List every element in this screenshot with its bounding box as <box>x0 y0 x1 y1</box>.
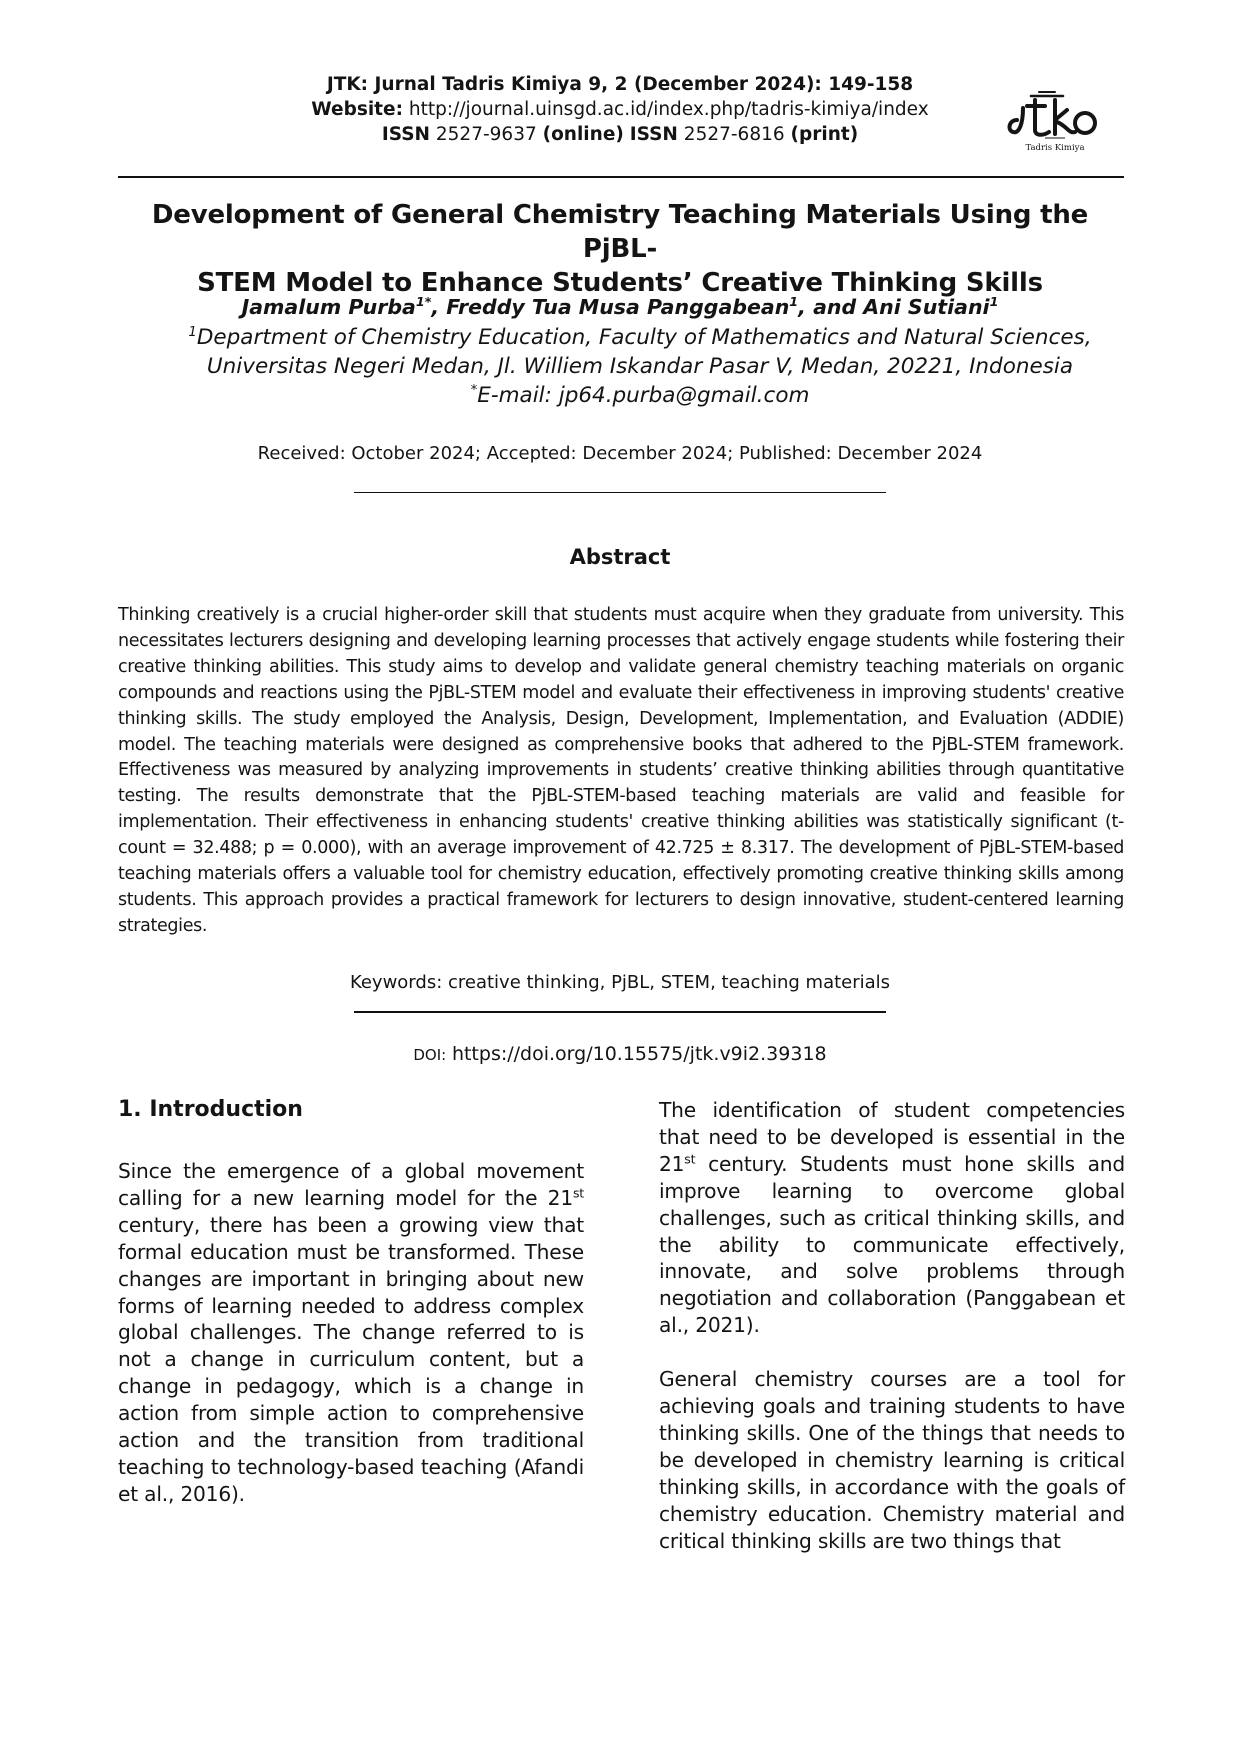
issn-print: 2527-6816 <box>683 124 785 145</box>
author-name: Jamalum Purba <box>241 295 416 319</box>
abstract-text: Thinking creatively is a crucial higher-order skill that students must acquire when they graduate from university. This necessitates lecturers designing and developing learning processes that actively engage students while fostering their creative thinking abilities. This study aims to develop and validate general chemistry teaching materials on organic compounds and reactions using the PjBL-STEM model and evaluate their effectiveness in improving students' creative thinking skills. The study employed the Analysis, Design, Development, Implementation, and Evaluation (ADDIE) model. The teaching materials were designed as comprehensive books that adhered to the PjBL-STEM framework. Effectiveness was measured by analyzing improvements in students’ creative thinking abilities through quantitative testing. The results demonstrate that the PjBL-STEM-based teaching materials are valid and feasible for implementation. Their effectiveness in enhancing students' creative thinking abilities was statistically significant (t-count = 32.488; p = 0.000), with an average improvement of 42.725 ± 8.317. The development of PjBL-STEM-based teaching materials offers a valuable tool for chemistry education, effectively promoting creative thinking skills among students. This approach provides a practical framework for lecturers to design innovative, student-centered learning strategies. <box>118 605 1124 936</box>
doi <box>120 1043 1120 1065</box>
affiliation <box>150 323 1130 410</box>
author-email[interactable]: E-mail: jp64.purba@gmail.com <box>477 383 810 408</box>
article-title <box>115 198 1125 300</box>
paragraph: Since the emergence of a global movement calling for a new learning model for the 21st century, there has been a growing view that formal education must be transformed. These changes are important in bringing about new forms of learning needed to address complex global challenges. The change referred to is not a change in curriculum content, but a change in pedagogy, which is a change in action from simple action to comprehensive action and the transition from traditional teaching to technology-based teaching (Afandi et al., 2016). <box>118 1159 584 1506</box>
keywords: Keywords: creative thinking, PjBL, STEM, teaching materials <box>349 972 891 993</box>
affiliation-mark: 1 <box>188 324 197 340</box>
doi-label: DOI: <box>413 1046 447 1064</box>
author-name: , Freddy Tua Musa Panggabean <box>431 295 790 319</box>
issn-label: ISSN <box>381 124 430 145</box>
paragraph: The identification of student competencies that need to be developed is essential in the 21st century. Students must hone skills and improve learning to overcome global challenges, such as critical thinking skills, and the ability to communicate effectively, innovate, and solve problems through negotiation and collaboration (Panggabean et al., 2021). <box>659 1098 1125 1338</box>
journal-header <box>150 72 1090 147</box>
author-mark: 1* <box>415 294 432 310</box>
author-mark: 1 <box>989 294 999 310</box>
author-name: , and Ani Sutiani <box>798 295 990 319</box>
author-mark: 1 <box>789 294 799 310</box>
abstract-heading: Abstract <box>569 545 671 569</box>
author-list <box>115 293 1125 321</box>
body-column-right <box>659 1097 1125 1555</box>
title-line: STEM Model to Enhance Students’ Creative Thinking Skills <box>197 268 1043 298</box>
email-mark: * <box>470 382 478 398</box>
affiliation-line: Department of Chemistry Education, Faculty of Mathematics and Natural Sciences, <box>196 325 1092 350</box>
body-column-left <box>118 1158 584 1508</box>
paragraph: General chemistry courses are a tool for achieving goals and training students to have thinking skills. One of the things that needs to be developed in chemistry learning is critical thinking skills, in accordance with the goals of chemistry education. Chemistry material and critical thinking skills are two things that <box>659 1367 1125 1553</box>
publication-dates: Received: October 2024; Accepted: December 2024; Published: December 2024 <box>257 443 983 464</box>
issn-online: 2527-9637 <box>435 124 537 145</box>
title-line: Development of General Chemistry Teaching Materials Using the PjBL- <box>151 200 1089 264</box>
issn-print-label: (print) <box>790 124 859 145</box>
issn-online-label: (online) <box>542 124 624 145</box>
header-rule <box>118 176 1124 178</box>
section-heading: 1. Introduction <box>118 1097 303 1122</box>
journal-website <box>150 97 1090 122</box>
journal-issn <box>150 122 1090 147</box>
dates-rule <box>354 492 886 493</box>
logo-caption: Tadris Kimiya <box>1025 143 1085 153</box>
issn-label: ISSN <box>629 124 678 145</box>
affiliation-line: Universitas Negeri Medan, Jl. Williem Iskandar Pasar V, Medan, 20221, Indonesia <box>206 354 1074 379</box>
doi-link[interactable]: https://doi.org/10.15575/jtk.v9i2.39318 <box>451 1043 827 1065</box>
website-label: Website: <box>311 99 403 120</box>
website-url[interactable]: http://journal.uinsgd.ac.id/index.php/tadris-kimiya/index <box>408 99 929 120</box>
keywords-rule <box>354 1011 886 1013</box>
journal-logo <box>1005 86 1105 162</box>
journal-citation: JTK: Jurnal Tadris Kimiya 9, 2 (December 2024): 149-158 <box>326 74 914 95</box>
